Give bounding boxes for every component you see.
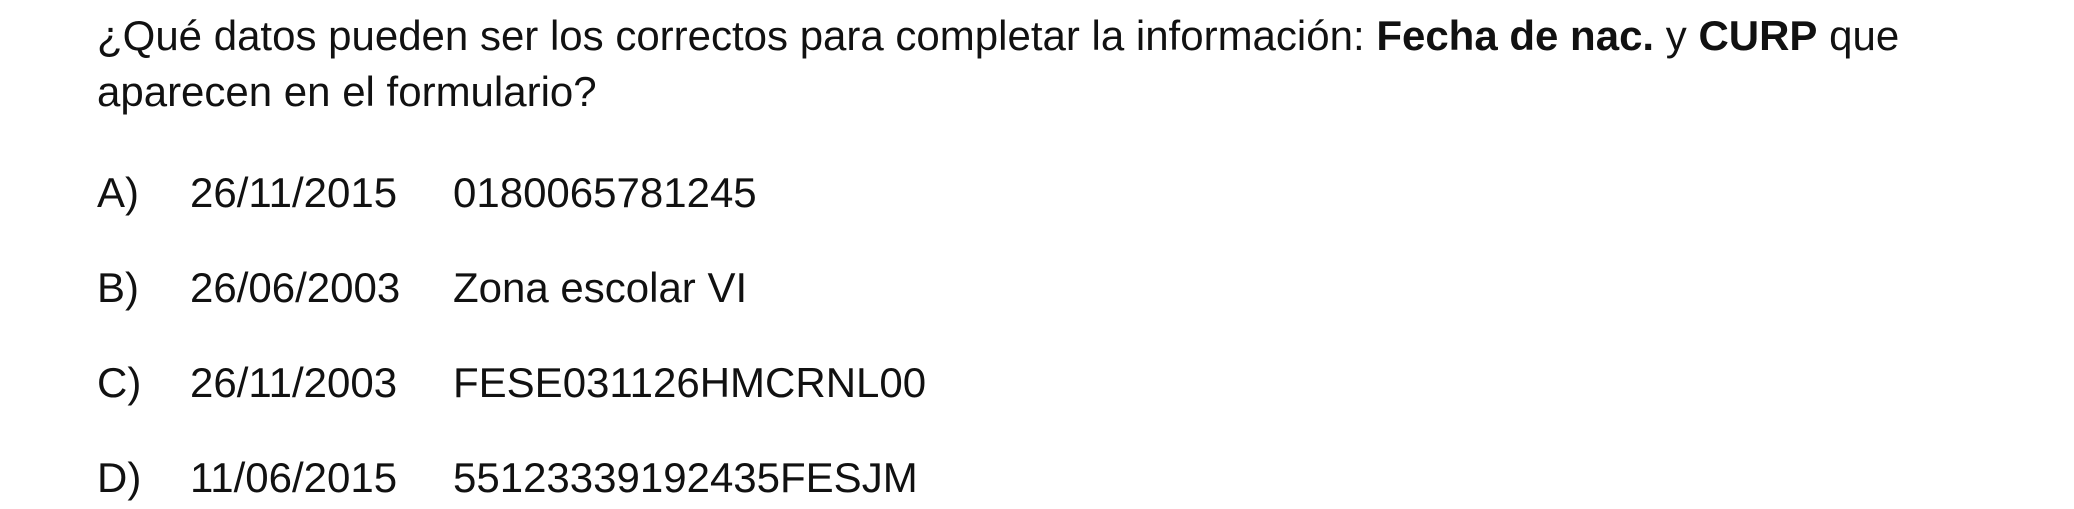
option-letter: A)	[97, 169, 139, 216]
option-date: 11/06/2015	[190, 454, 398, 501]
option-code: 0180065781245	[453, 169, 757, 216]
option-letter: D)	[97, 454, 142, 501]
question-part-2: y	[1654, 12, 1699, 59]
question-part-3: que aparecen en el formulario?	[97, 12, 1900, 115]
question-bold-curp: CURP	[1698, 12, 1818, 59]
option-date: 26/11/2015	[190, 169, 398, 216]
option-code: Zona escolar VI	[453, 264, 748, 311]
question-text	[97, 8, 2017, 120]
option-letter: B)	[97, 264, 139, 311]
option-date: 26/06/2003	[190, 264, 401, 311]
option-letter: C)	[97, 359, 142, 406]
option-date: 26/11/2003	[190, 359, 398, 406]
option-code: 55123339192435FESJM	[453, 454, 918, 501]
option-code: FESE031126HMCRNL00	[453, 359, 927, 406]
question-bold-date: Fecha de nac.	[1376, 12, 1655, 59]
question-part-1: ¿Qué datos pueden ser los correctos para completar la información:	[97, 12, 1377, 59]
